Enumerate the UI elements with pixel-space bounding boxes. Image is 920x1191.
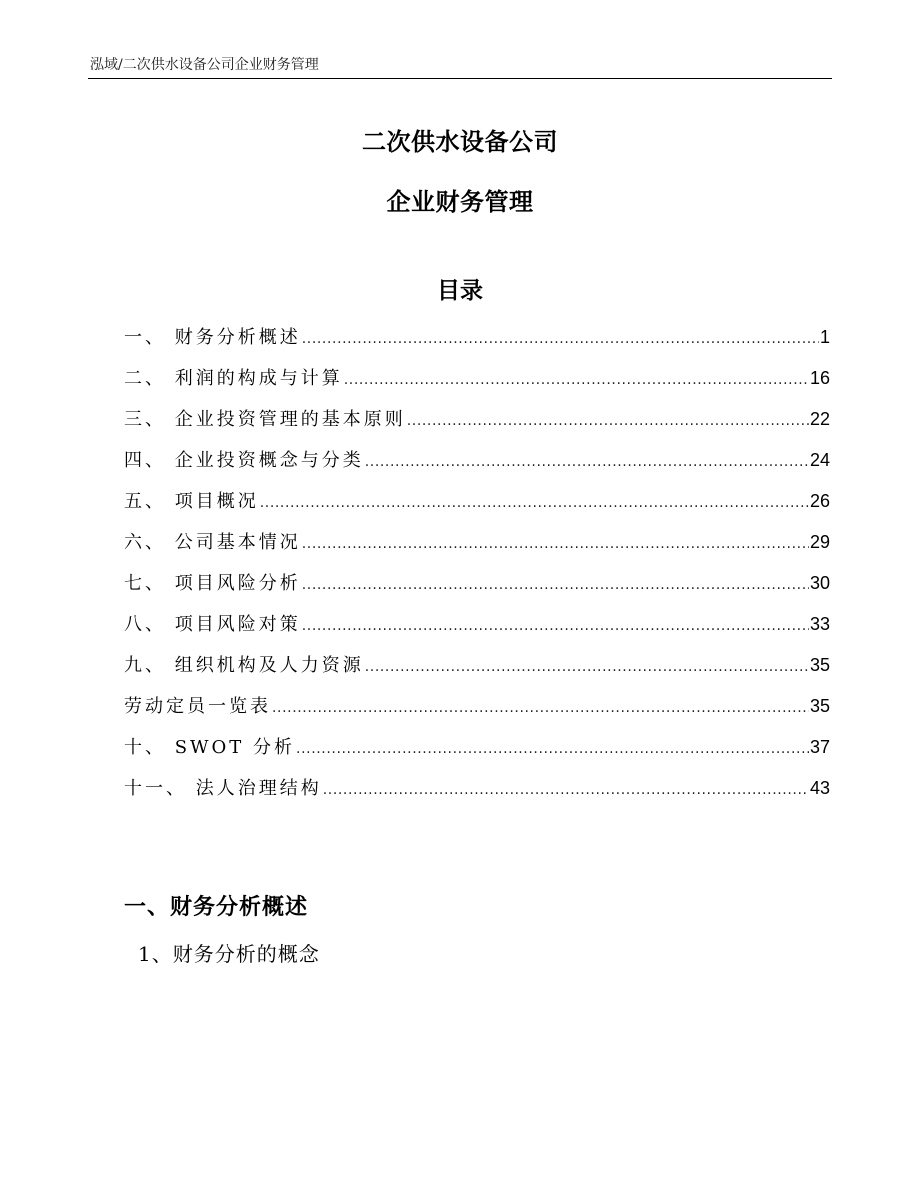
toc-entry-page: 35 xyxy=(809,696,830,716)
subsection-heading: 1、财务分析的概念 xyxy=(138,942,320,966)
toc-entry[interactable] xyxy=(124,732,830,773)
running-header xyxy=(88,52,832,79)
toc-entry-label: 九、 组织机构及人力资源 xyxy=(124,655,364,676)
toc-entry-page: 26 xyxy=(809,491,830,511)
toc-entry-label: 三、 企业投资管理的基本原则 xyxy=(124,409,406,430)
toc-leader-dots xyxy=(260,488,809,518)
toc-leader-dots xyxy=(296,734,809,764)
document-subtitle: 企业财务管理 xyxy=(386,188,534,216)
toc-entry-label: 二、 利润的构成与计算 xyxy=(124,368,343,389)
toc-entry-page: 37 xyxy=(809,737,830,757)
toc-entry-page: 35 xyxy=(809,655,830,675)
toc-entry-page: 29 xyxy=(809,532,830,552)
toc-leader-dots xyxy=(365,447,809,477)
toc-leader-dots xyxy=(365,652,809,682)
toc-heading: 目录 xyxy=(437,278,483,304)
toc-entry-label: 六、 公司基本情况 xyxy=(124,532,301,553)
toc-entry[interactable] xyxy=(124,527,830,568)
toc-entry-page: 22 xyxy=(809,409,830,429)
toc-entry-label: 四、 企业投资概念与分类 xyxy=(124,450,364,471)
toc-entry[interactable] xyxy=(124,486,830,527)
toc-entry-page: 43 xyxy=(809,778,830,798)
toc-entry[interactable] xyxy=(124,404,830,445)
toc-entry[interactable] xyxy=(124,691,830,732)
toc-entry-page: 24 xyxy=(809,450,830,470)
toc-entry[interactable] xyxy=(124,773,830,814)
toc-entry-label: 五、 项目概况 xyxy=(124,491,259,512)
section-heading: 一、财务分析概述 xyxy=(124,895,309,920)
table-of-contents xyxy=(124,322,830,814)
toc-entry[interactable] xyxy=(124,650,830,691)
toc-leader-dots xyxy=(272,693,809,723)
toc-entry-label: 一、 财务分析概述 xyxy=(124,327,301,348)
toc-entry[interactable] xyxy=(124,609,830,650)
toc-leader-dots xyxy=(323,775,809,805)
toc-leader-dots xyxy=(302,529,809,559)
toc-entry-label: 十、 SWOT 分析 xyxy=(124,737,296,758)
toc-entry[interactable] xyxy=(124,445,830,486)
toc-entry-label: 七、 项目风险分析 xyxy=(124,573,301,594)
toc-leader-dots xyxy=(302,324,819,354)
toc-leader-dots xyxy=(407,406,809,436)
document-title: 二次供水设备公司 xyxy=(362,128,558,156)
toc-entry-label: 八、 项目风险对策 xyxy=(124,614,301,635)
toc-leader-dots xyxy=(302,611,809,641)
toc-entry-page: 16 xyxy=(809,368,830,388)
toc-entry-label: 劳动定员一览表 xyxy=(124,696,271,717)
toc-entry[interactable] xyxy=(124,568,830,609)
toc-entry[interactable] xyxy=(124,363,830,404)
toc-leader-dots xyxy=(344,365,809,395)
toc-entry-page: 30 xyxy=(809,573,830,593)
toc-entry-page: 33 xyxy=(809,614,830,634)
toc-leader-dots xyxy=(302,570,809,600)
toc-entry-label: 十一、 法人治理结构 xyxy=(124,778,322,799)
running-header-text: 泓域/二次供水设备公司企业财务管理 xyxy=(90,57,319,73)
toc-entry-page: 1 xyxy=(819,327,830,347)
toc-entry[interactable] xyxy=(124,322,830,363)
